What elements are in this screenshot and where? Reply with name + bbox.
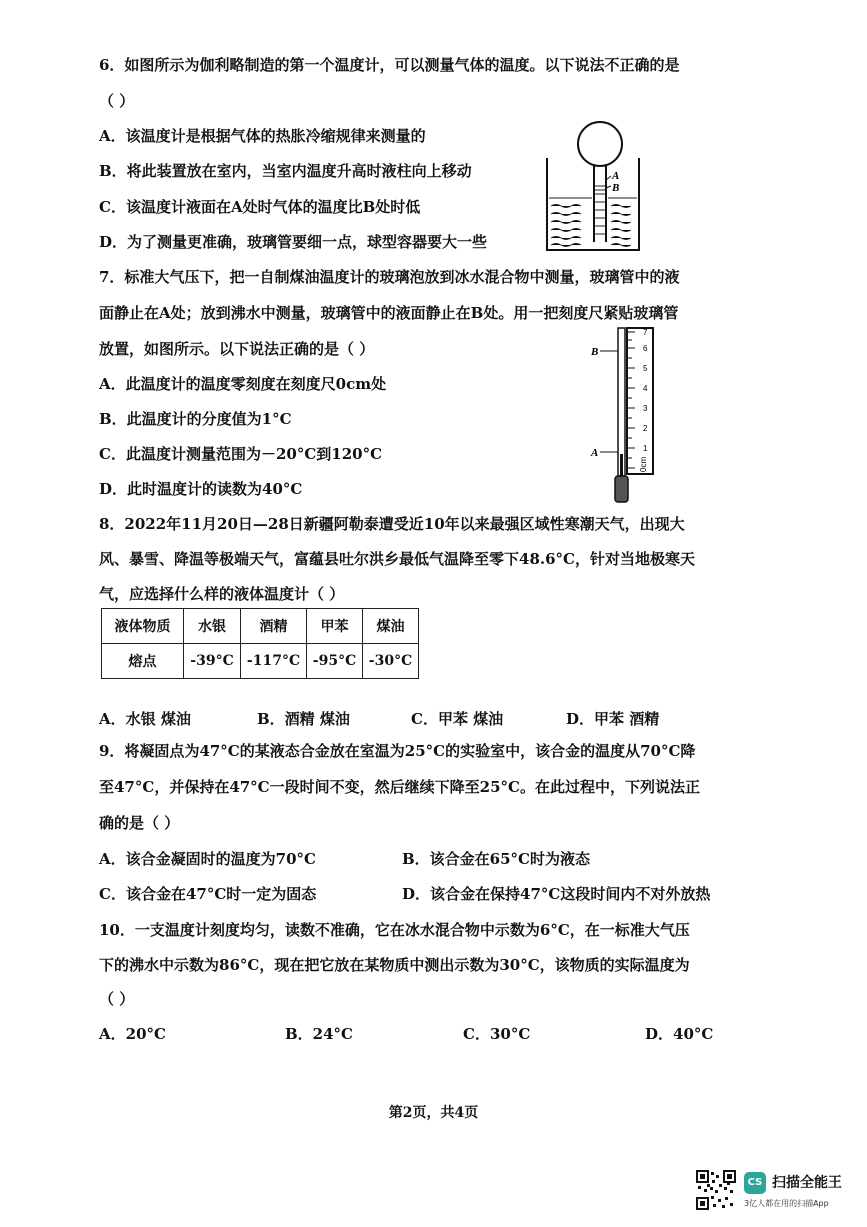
- q6-option-c: C．该温度计液面在A处时气体的温度比B处时低: [99, 198, 421, 216]
- page-number: 第2页，共4页: [388, 1105, 479, 1121]
- table-cell: -95°C: [307, 644, 363, 679]
- q10-option-d: D．40°C: [645, 1025, 714, 1043]
- q10-answer-paren: （ ）: [99, 990, 135, 1008]
- q7-figure-label-b: B: [591, 346, 599, 358]
- q10-option-b: B．24°C: [285, 1025, 353, 1043]
- brand-name: 扫描全能王: [772, 1175, 842, 1191]
- table-cell: -39°C: [184, 644, 241, 679]
- ruler-tick-label: 2: [643, 424, 648, 433]
- ruler-tick-label: 7: [643, 328, 648, 337]
- ruler-tick-label: 5: [643, 364, 648, 373]
- table-header-cell: 酒精: [241, 609, 307, 644]
- q6-figure-label-b: B: [612, 182, 620, 194]
- table-cell: -117°C: [241, 644, 307, 679]
- ruler-tick-label: 4: [643, 384, 648, 393]
- q8-option-b: B．酒精 煤油: [257, 710, 350, 728]
- q10-stem-line2: 下的沸水中示数为86°C，现在把它放在某物质中测出示数为30°C，该物质的实际温度为: [99, 956, 690, 974]
- table-header-cell: 甲苯: [307, 609, 363, 644]
- table-cell: -30°C: [363, 644, 419, 679]
- ruler-tick-label: 3: [643, 404, 648, 413]
- q8-option-a: A．水银 煤油: [99, 710, 191, 728]
- q9-option-a: A．该合金凝固时的温度为70°C: [99, 850, 316, 868]
- q8-stem-line3: 气，应选择什么样的液体温度计（ ）: [99, 585, 345, 603]
- q6-stem-line1: 6．如图所示为伽利略制造的第一个温度计，可以测量气体的温度。以下说法不正确的是: [99, 56, 680, 74]
- melting-point-table: [101, 608, 419, 679]
- q8-option-c: C．甲苯 煤油: [411, 710, 504, 728]
- q9-option-c: C．该合金在47°C时一定为固态: [99, 885, 317, 903]
- q9-option-b: B．该合金在65°C时为液态: [402, 850, 590, 868]
- q9-option-d: D．该合金在保持47°C这段时间内不对外放热: [402, 885, 711, 903]
- q8-stem-line2: 风、暴雪、降温等极端天气，富蕴县吐尔洪乡最低气温降至零下48.6°C，针对当地极寒天: [99, 550, 695, 568]
- q7-option-d: D．此时温度计的读数为40°C: [99, 480, 303, 498]
- q6-option-a: A．该温度计是根据气体的热胀冷缩规律来测量的: [99, 127, 426, 145]
- q10-stem-line1: 10．一支温度计刻度均匀，读数不准确，它在冰水混合物中示数为6°C，在一标准大气压: [99, 921, 690, 939]
- q9-stem-line3: 确的是（ ）: [99, 814, 180, 832]
- kerosene-thermometer-ruler-figure: [588, 322, 668, 507]
- camscanner-logo-icon: CS: [744, 1172, 766, 1194]
- table-header-cell: 煤油: [363, 609, 419, 644]
- table-row: [102, 609, 419, 644]
- q6-option-b: B．将此装置放在室内，当室内温度升高时液柱向上移动: [99, 162, 472, 180]
- q7-stem-line1: 7．标准大气压下，把一自制煤油温度计的玻璃泡放到冰水混合物中测量，玻璃管中的液: [99, 268, 680, 286]
- table-header-cell: 水银: [184, 609, 241, 644]
- q7-option-a: A．此温度计的温度零刻度在刻度尺0cm处: [99, 375, 387, 393]
- q6-option-d: D．为了测量更准确，玻璃管要细一点，球型容器要大一些: [99, 233, 488, 251]
- q6-answer-paren: （ ）: [99, 92, 135, 110]
- q9-stem-line1: 9．将凝固点为47°C的某液态合金放在室温为25°C的实验室中，该合金的温度从70°C降: [99, 742, 696, 760]
- q10-option-a: A．20°C: [99, 1025, 166, 1043]
- table-row: [102, 644, 419, 679]
- ruler-tick-label: 1: [643, 444, 648, 453]
- brand-tagline: 3亿人都在用的扫描App: [744, 1199, 829, 1208]
- table-header-cell: 液体物质: [102, 609, 184, 644]
- q7-figure-label-a: A: [591, 447, 599, 459]
- q7-stem-line2: 面静止在A处；放到沸水中测量，玻璃管中的液面静止在B处。用一把刻度尺紧贴玻璃管: [99, 304, 679, 322]
- q8-option-d: D．甲苯 酒精: [566, 710, 660, 728]
- table-cell: 熔点: [102, 644, 184, 679]
- q10-option-c: C．30°C: [463, 1025, 531, 1043]
- galileo-thermometer-figure: [543, 114, 643, 254]
- q8-stem-line1: 8．2022年11月20日—28日新疆阿勒泰遭受近10年以来最强区域性寒潮天气，出现大: [99, 515, 685, 533]
- qr-code-icon: [696, 1170, 736, 1210]
- q7-option-c: C．此温度计测量范围为－20°C到120°C: [99, 445, 383, 463]
- ruler-tick-label: 6: [643, 344, 648, 353]
- q9-stem-line2: 至47°C，并保持在47°C一段时间不变，然后继续下降至25°C。在此过程中，下列说法正: [99, 778, 700, 796]
- q7-stem-line3: 放置，如图所示。以下说法正确的是（ ）: [99, 340, 375, 358]
- ruler-zero-label: 0cm: [639, 456, 648, 472]
- q7-option-b: B．此温度计的分度值为1°C: [99, 410, 292, 428]
- q6-figure-label-a: A: [612, 170, 620, 182]
